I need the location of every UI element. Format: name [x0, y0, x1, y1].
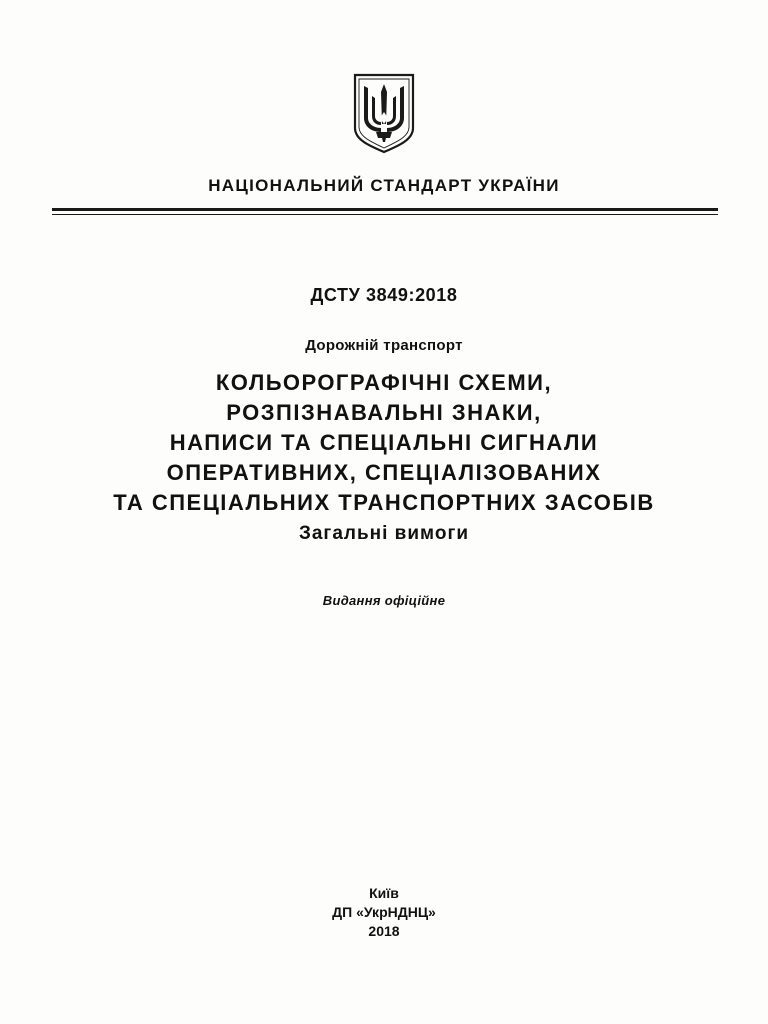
imprint-publisher: ДП «УкрНДНЦ» — [332, 904, 436, 920]
official-edition-label: Видання офіційне — [322, 593, 446, 608]
title-line-2: РОЗПІЗНАВАЛЬНІ ЗНАКИ, — [226, 400, 542, 425]
title-line-1: КОЛЬОРОГРАФІЧНІ СХЕМИ, — [215, 370, 553, 395]
title-line-4: ОПЕРАТИВНИХ, СПЕЦІАЛІЗОВАНИХ — [166, 460, 602, 485]
imprint-city: Київ — [369, 885, 399, 901]
title-line-3: НАПИСИ ТА СПЕЦІАЛЬНІ СИГНАЛИ — [169, 430, 599, 455]
trident-coat-of-arms-icon — [352, 72, 416, 154]
standard-subject: Дорожній транспорт — [305, 337, 463, 354]
standard-code: ДСТУ 3849:2018 — [310, 285, 458, 305]
title-line-5: ТА СПЕЦІАЛЬНИХ ТРАНСПОРТНИХ ЗАСОБІВ — [113, 490, 655, 515]
national-standard-heading: НАЦІОНАЛЬНИЙ СТАНДАРТ УКРАЇНИ — [208, 176, 560, 195]
header-rule-thin — [52, 214, 718, 215]
general-requirements-subtitle: Загальні вимоги — [298, 523, 470, 544]
imprint-year: 2018 — [368, 923, 400, 939]
standard-title — [0, 368, 768, 518]
header-rule-thick — [52, 208, 718, 211]
imprint — [0, 884, 768, 941]
